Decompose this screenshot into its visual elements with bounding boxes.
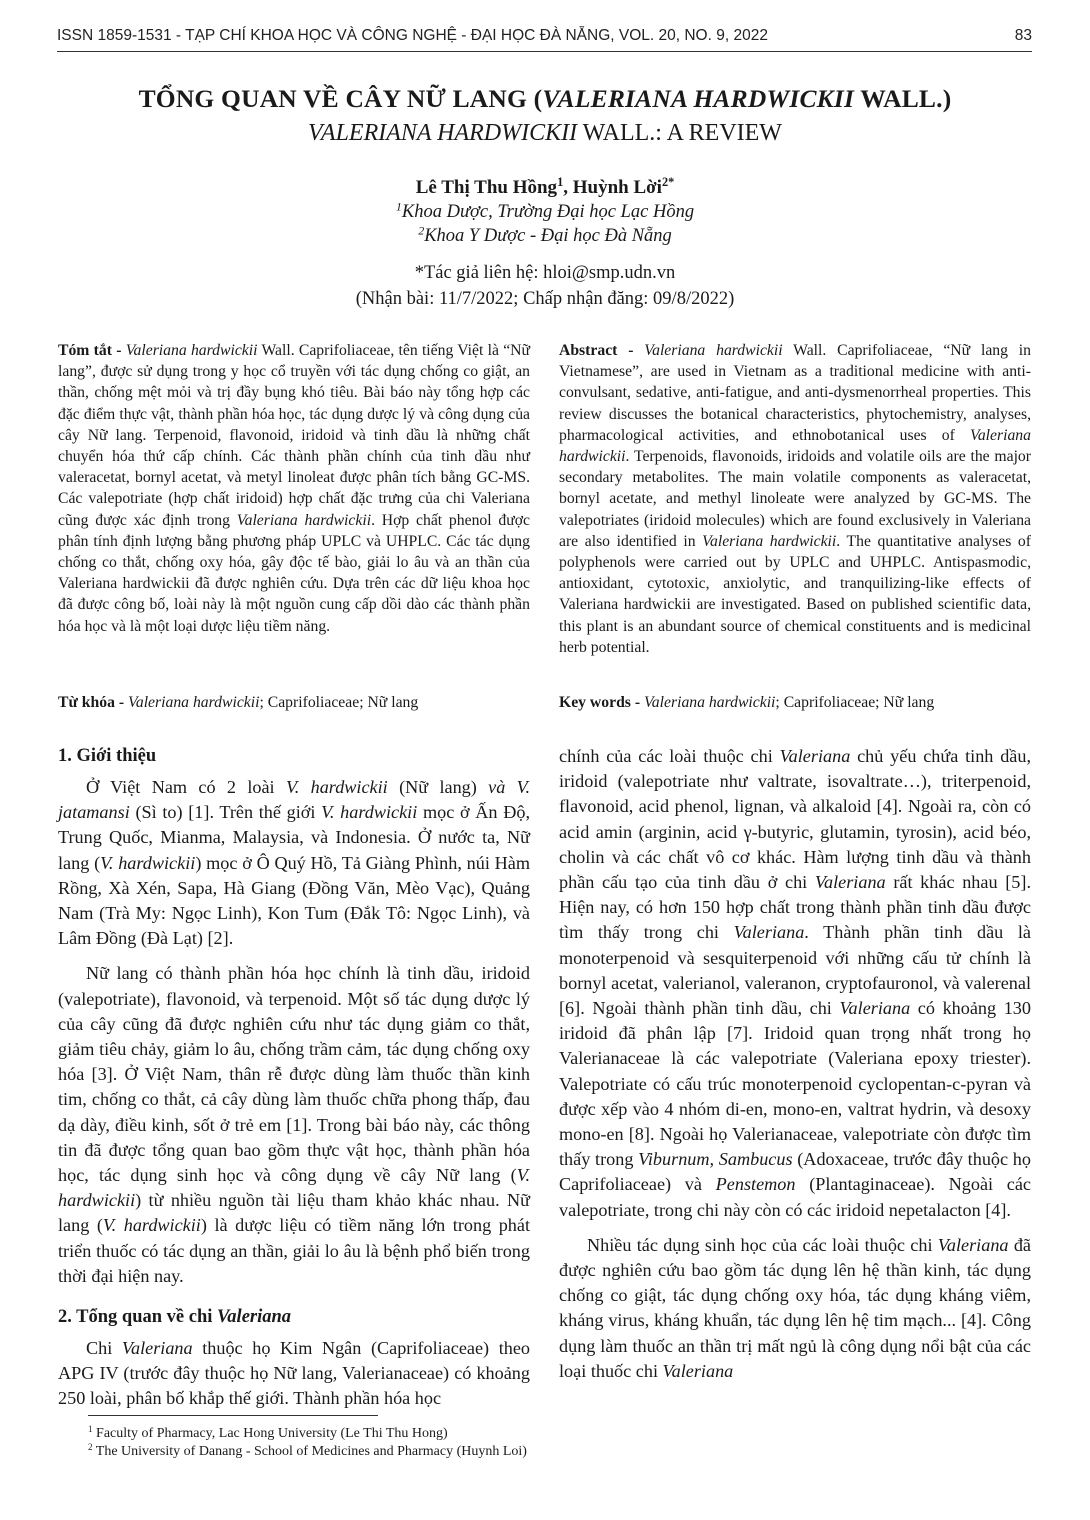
title-vietnamese: TỔNG QUAN VỀ CÂY NỮ LANG (VALERIANA HARDWICKII WALL.)	[138, 84, 952, 113]
journal-citation: ISSN 1859-1531 - TẠP CHÍ KHOA HỌC VÀ CÔNG NGHỆ - ĐẠI HỌC ĐÀ NẴNG, VOL. 20, NO. 9, 2022	[57, 27, 768, 44]
footnotes	[88, 1425, 527, 1461]
corresponding-author: *Tác giả liên hệ: hloi@smp.udn.vn	[414, 263, 676, 283]
page-number: 83	[1014, 27, 1032, 44]
abstract-vietnamese: Tóm tắt - Valeriana hardwickii Wall. Caprifoliaceae, tên tiếng Việt là “Nữ lang”, được sử dụng trong y học cổ truyền với tác dụng chống co giật, an thần, chống mệt mỏi và trị đầy bụng khó tiêu. Bài báo này tổng hợp các đặc điểm thực vật, thành phần hóa học, tác dụng dược lý và công dụng của cây Nữ lang. Terpenoid, flavonoid, iridoid và tinh dầu là những chất chuyển hóa thứ cấp chính. Các thành phần chính của tinh dầu như valeracetat, bornyl acetat, và metyl linoleat được phân tích bằng GC-MS. Các valepotriate (hợp chất iridoid) hợp chất đặc trưng của chi Valeriana cũng được xác định trong Valeriana hardwickii. Hợp chất phenol được phân tính định lượng bằng phương pháp UPLC và UHPLC. Các tác dụng chống co thắt, chống oxy hóa, gây độc tế bào, giải lo âu và an thần của Valeriana hardwickii đã được nghiên cứu. Dựa trên các dữ liệu khoa học đã được công bố, loài này là một nguồn cung cấp dồi dào các thành phần hóa học và là một loại dược liệu tiềm năng.	[58, 342, 531, 635]
affiliation-2: $^2$Khoa Y Dược - Đại học Đà Nẵng	[418, 223, 672, 246]
header-rule	[57, 51, 1032, 52]
keywords-vietnamese: Từ khóa - Valeriana hardwickii; Caprifoliaceae; Nữ lang	[58, 694, 419, 711]
received-accepted-dates: (Nhận bài: 11/7/2022; Chấp nhận đăng: 09/8/2022)	[355, 289, 735, 309]
paragraph: chính của các loài thuộc chi Valeriana chủ yếu chứa tinh dầu, iridoid (valepotriate như valtrate, isovaltrate…), triterpenoid, flavonoid, acid phenol, lignan, và alkaloid [4]. Ngoài ra, còn có acid amin (arginin, acid γ-butyric, glutamin, tyrosin), acid béo, cholin và các chất vô cơ khác. Hàm lượng tinh dầu và thành phần cấu tạo của tinh dầu ở chi Valeriana rất khác nhau [5]. Hiện nay, có hơn 150 hợp chất trong thành phần tinh dầu được tìm thấy trong chi Valeriana. Thành phần tinh dầu là monoterpenoid và sesquiterpenoid với những cấu tử chính là bornyl acetat, valerianol, valeranon, cryptofauronol, và valerenal [6]. Ngoài thành phần tinh dầu, chi Valeriana có khoảng 130 iridoid đã phân lập [7]. Iridoid quan trọng nhất trong họ Valerianaceae là các valepotriate (Valeriana epoxy triester). Valepotriate có cấu trúc monoterpenoid cyclopentan-c-pyran và được xếp vào 4 nhóm di-en, mono-en, valtrat hydrin, và desoxy mono-en [8]. Ngoài họ Valerianaceae, valepotriate còn được tìm thấy trong Viburnum, Sambucus (Adoxaceae, trước đây thuộc họ Caprifoliaceae) và Penstemon (Plantaginaceae). Ngoài các valepotriate, trong chi này còn có các iridoid nepetalacton [4].	[559, 746, 1032, 1220]
authors: Lê Thị Thu Hồng$^1$, Huỳnh Lời$^{2*}$	[415, 175, 675, 198]
keywords-english: Key words - Valeriana hardwickii; Caprifoliaceae; Nữ lang	[559, 694, 935, 711]
paragraph: Chi Valeriana thuộc họ Kim Ngân (Caprifoliaceae) theo APG IV (trước đây thuộc họ Nữ lang, Valerianaceae) có khoảng 250 loài, phân bố khắp thế giới. Thành phần hóa học	[58, 1338, 531, 1409]
section-heading-1: 1. Giới thiệu	[58, 746, 157, 766]
footnote-2: $^2$ The University of Danang - School of Medicines and Pharmacy (Huynh Loi)	[88, 1442, 527, 1459]
running-header	[57, 27, 1032, 53]
footnote-1: $^1$ Faculty of Pharmacy, Lac Hong University (Le Thi Thu Hong)	[88, 1424, 448, 1441]
paragraph: Nhiều tác dụng sinh học của các loài thuộc chi Valeriana đã được nghiên cứu bao gồm tác dụng lên hệ thần kinh, tác dụng chống co giật, tác dụng chống oxy hóa, tác dụng kháng viêm, kháng virus, kháng khuẩn, tác dụng lên hệ tim mạch... [4]. Công dụng làm thuốc an thần trị mất ngủ là công dụng nổi bật của các loại thuốc chi Valeriana	[559, 1234, 1031, 1381]
body-column-left	[58, 744, 530, 1422]
affiliation-1: $^1$Khoa Dược, Trường Đại học Lạc Hồng	[395, 199, 695, 222]
paragraph: Nữ lang có thành phần hóa học chính là tinh dầu, iridoid (valepotriate), flavonoid, và terpenoid. Một số tác dụng dược lý của cây cũng đã được nghiên cứu như tác dụng giảm co thắt, giảm tiêu chảy, giảm lo âu, chống trầm cảm, tác dụng chống oxy hóa [3]. Ở Việt Nam, thân rễ được dùng làm thuốc thần kinh tim, chống co thắt, cả cây dùng làm thuốc chữa phong thấp, đau dạ dày, điều kinh, sốt ở trẻ em [1]. Trong bài báo này, các thông tin đã được tổng quan bao gồm thực vật học, thành phần hóa học, tác dụng sinh học và công dụng về cây Nữ lang (V. hardwickii) từ nhiều nguồn tài liệu tham khảo khác nhau. Nữ lang (V. hardwickii) là dược liệu có tiềm năng lớn trong phát triển thuốc có tác dụng an thần, giải lo âu là bệnh phổ biến trong thời đại hiện nay.	[58, 963, 531, 1286]
paragraph: Ở Việt Nam có 2 loài V. hardwickii (Nữ lang) và V. jatamansi (Sì to) [1]. Trên thế giới V. hardwickii mọc ở Ấn Độ, Trung Quốc, Mianma, Malaysia, và Indonesia. Ở nước ta, Nữ lang (V. hardwickii) mọc ở Ô Quý Hồ, Tả Giàng Phình, núi Hàm Rồng, Xà Xén, Sapa, Hà Giang (Đồng Văn, Mèo Vạc), Quảng Nam (Trà My: Ngọc Linh), Kon Tum (Đắk Tô: Ngọc Linh), và Lâm Đồng (Đà Lạt) [2].	[58, 777, 530, 949]
body-column-right	[559, 744, 1031, 1394]
abstract-english: Abstract - Valeriana hardwickii Wall. Caprifoliaceae, “Nữ lang in Vietnamese”, are used in Vietnam as a traditional medicine with anti-convulsant, sedative, anti-fatigue, and anti-dysmenorrheal properties. This review discusses the botanical characteristics, phytochemistry, analyses, pharmacological activities, and ethnobotanical uses of Valeriana hardwickii. Terpenoids, flavonoids, iridoids and volatile oils are the major secondary metabolites. The main volatile components as valeracetat, bornyl acetate, and methyl linoleate were analyzed by GC-MS. The valepotriates (iridoid molecules) which are found exclusively in Valeriana are also identified in Valeriana hardwickii. The quantitative analyses of polyphenols were carried out by UPLC and UHPLC. Antispasmodic, antioxidant, cytotoxic, anxiolytic, and tranquilizing-like effects of Valeriana hardwickii are investigated. Based on published scientific data, this plant is an abundant source of chemical constituents and is medicinal herb potential.	[559, 342, 1032, 656]
section-heading-2: 2. Tổng quan về chi Valeriana	[58, 1307, 292, 1328]
footnote-rule	[88, 1415, 378, 1416]
title-english: VALERIANA HARDWICKII WALL.: A REVIEW	[308, 120, 782, 146]
title-block	[40, 82, 1050, 313]
